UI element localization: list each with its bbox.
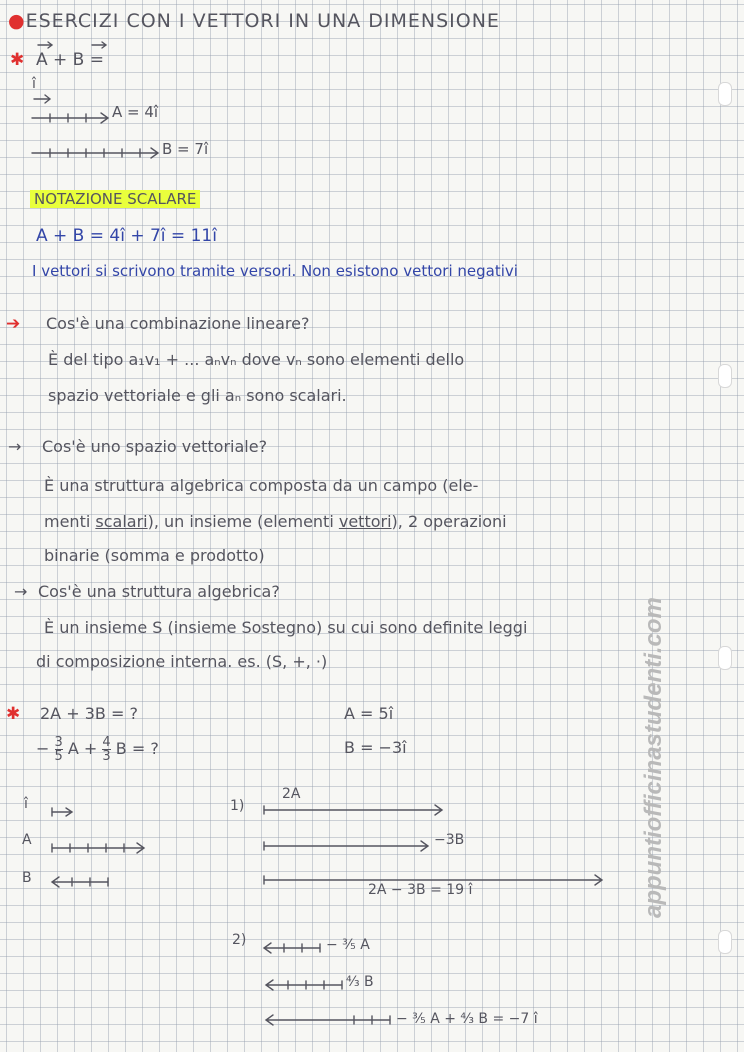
- highlight-marker: NOTAZIONE SCALARE: [30, 190, 200, 208]
- exercise2-expression-1: 2A + 3B = ?: [40, 704, 138, 723]
- answer-algebraic-structure-1: È un insieme S (insieme Sostegno) su cui sono definite leggi: [44, 618, 528, 637]
- answer-algebraic-structure-2: di composizione interna. es. (S, +, ·): [36, 652, 328, 671]
- page-title: ●ESERCIZI CON I VETTORI IN UNA DIMENSIONE: [8, 10, 500, 32]
- answer-vector-space-3: binarie (somma e prodotto): [44, 546, 265, 565]
- binder-hole: [718, 930, 732, 954]
- unit-vector-arrow: [34, 95, 50, 103]
- two-a-arrow: [264, 805, 442, 815]
- result1-label: 2A − 3B = 19 î: [368, 882, 473, 898]
- diagram-unit-label: î: [24, 796, 28, 812]
- result1-arrow: [264, 875, 602, 885]
- minus-3b-label: −3B: [434, 832, 465, 848]
- scalar-sum-equation: A + B = 4î + 7î = 11î: [36, 226, 217, 246]
- minus-3b-arrow: [264, 841, 428, 851]
- star-icon: ✱: [10, 50, 25, 70]
- arrow-bullet-icon: →: [8, 437, 22, 456]
- exercise1-question: A + B =: [36, 50, 104, 70]
- vector-a-equation: A = 4î: [112, 103, 159, 121]
- binder-hole: [718, 82, 732, 106]
- term2-arrow: [266, 980, 342, 990]
- vector-a-arrow: [32, 113, 108, 123]
- vector-b-arrow: [32, 148, 158, 158]
- diagram-unit-arrow: [52, 808, 72, 816]
- unit-vector-label: î: [32, 76, 36, 92]
- answer-linear-combination-1: È del tipo a₁v₁ + ... aₙvₙ dove vₙ sono elementi dello: [48, 350, 465, 369]
- diagram-b-label: B: [22, 870, 32, 886]
- arrow-bullet-icon: →: [14, 582, 28, 601]
- versor-note: I vettori si scrivono tramite versori. Non esistono vettori negativi: [32, 262, 518, 280]
- question-vector-space: Cos'è uno spazio vettoriale?: [42, 437, 268, 456]
- answer-vector-space-1: È una struttura algebrica composta da un campo (ele-: [44, 476, 479, 495]
- exercise2-expression-2: − $\frac{3}{5}$ A + $\frac{4}{3}$ B = ?: [36, 735, 159, 764]
- question-linear-combination: Cos'è una combinazione lineare?: [46, 314, 310, 333]
- arrow-bullet-icon: ➔: [6, 314, 21, 334]
- star-icon: ✱: [6, 704, 21, 724]
- term2-label: ⁴⁄₃ B: [346, 974, 374, 990]
- vector-a-definition: A = 5î: [344, 704, 394, 723]
- diagram-a-arrow: [52, 843, 144, 853]
- vector-b-equation: B = 7î: [162, 140, 209, 158]
- binder-hole: [718, 646, 732, 670]
- result2-label: − ³⁄₅ A + ⁴⁄₃ B = −7 î: [396, 1011, 538, 1027]
- vector-a-arrow-mark: [38, 42, 52, 48]
- question-algebraic-structure: Cos'è una struttura algebrica?: [38, 582, 280, 601]
- step1-label: 1): [230, 798, 245, 814]
- two-a-label: 2A: [282, 786, 301, 802]
- binder-hole: [718, 364, 732, 388]
- diagram-a-label: A: [22, 832, 32, 848]
- bullet-dot-icon: ●: [8, 10, 26, 32]
- step2-label: 2): [232, 932, 247, 948]
- term1-arrow: [264, 943, 320, 953]
- watermark: appuntiofficinastudenti.com: [640, 597, 667, 918]
- diagram-b-arrow: [52, 877, 108, 887]
- answer-linear-combination-2: spazio vettoriale e gli aₙ sono scalari.: [48, 386, 347, 405]
- vector-b-definition: B = −3î: [344, 738, 407, 757]
- vector-b-arrow-mark: [92, 42, 106, 48]
- term1-label: − ³⁄₅ A: [326, 937, 370, 953]
- answer-vector-space-2: menti scalari), un insieme (elementi vettori), 2 operazioni: [44, 512, 507, 531]
